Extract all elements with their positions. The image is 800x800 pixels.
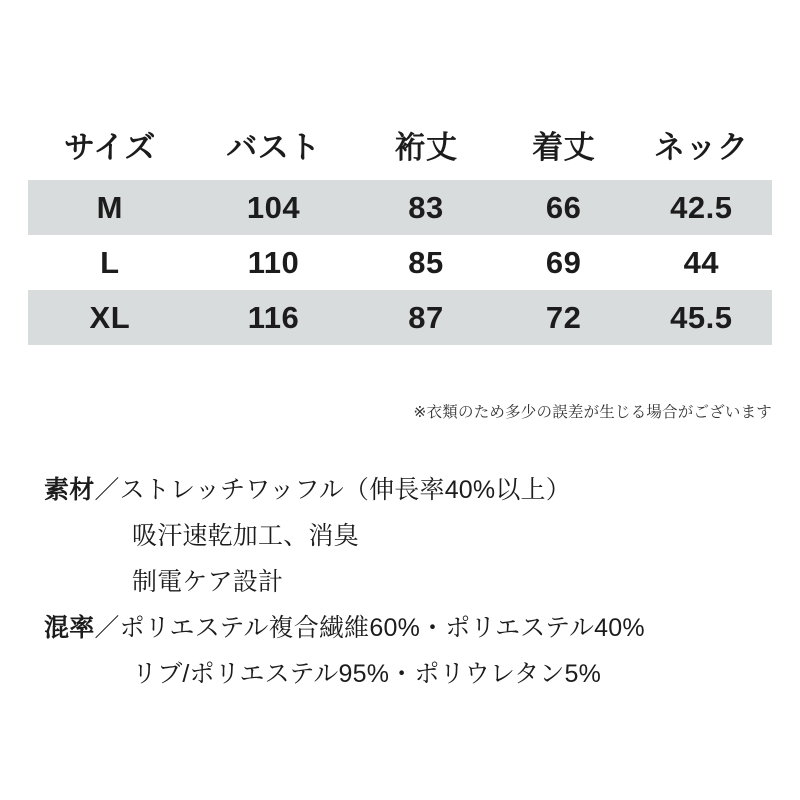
- cell-length-xl: 72: [497, 290, 631, 345]
- column-header-size: サイズ: [63, 129, 156, 165]
- cell-bust-l: 110: [192, 235, 356, 290]
- table-row: [28, 235, 772, 290]
- cell-length-l: 69: [497, 235, 631, 290]
- spec-value-function-2: 制電ケア設計: [132, 568, 284, 596]
- column-header-sleeve-length: 裄丈: [394, 129, 458, 165]
- cell-sleeve-m: 83: [355, 180, 496, 235]
- cell-length-m: 66: [497, 180, 631, 235]
- spec-label-composition: 混率: [44, 614, 95, 642]
- column-header-neck: ネック: [654, 129, 749, 165]
- cell-sleeve-l: 85: [355, 235, 496, 290]
- spec-label-material: 素材: [44, 476, 95, 504]
- spec-value-composition: ／ポリエステル複合繊維60%・ポリエステル40%: [94, 614, 645, 642]
- cell-bust-xl: 116: [192, 290, 356, 345]
- cell-neck-l: 44: [631, 235, 772, 290]
- spec-line-function-2: [44, 570, 784, 595]
- spec-line-material: [44, 478, 784, 503]
- spec-value-function-1: 吸汗速乾加工、消臭: [132, 522, 359, 550]
- column-header-body-length: 着丈: [532, 129, 596, 165]
- cell-neck-xl: 45.5: [631, 290, 772, 345]
- size-table-container: [28, 108, 772, 345]
- cell-size-m: M: [28, 180, 192, 235]
- cell-size-l: L: [28, 235, 192, 290]
- material-spec-block: [44, 478, 784, 687]
- cell-bust-m: 104: [192, 180, 356, 235]
- spec-line-rib-composition: [44, 662, 784, 687]
- spec-value-rib-composition: リブ/ポリエステル95%・ポリウレタン5%: [132, 660, 602, 688]
- table-row: [28, 180, 772, 235]
- spec-line-function-1: [44, 524, 784, 549]
- cell-neck-m: 42.5: [631, 180, 772, 235]
- table-header-row: [28, 108, 772, 180]
- spec-value-material: ／ストレッチワッフル（伸長率40%以上）: [94, 476, 571, 504]
- measurement-disclaimer: ※衣類のため多少の誤差が生じる場合がございます: [413, 404, 772, 421]
- spec-line-composition: [44, 616, 784, 641]
- cell-size-xl: XL: [28, 290, 192, 345]
- column-header-bust: バスト: [226, 129, 321, 165]
- table-row: [28, 290, 772, 345]
- size-table-header: [28, 108, 772, 180]
- cell-sleeve-xl: 87: [355, 290, 496, 345]
- size-table: [28, 108, 772, 345]
- size-table-body: [28, 180, 772, 345]
